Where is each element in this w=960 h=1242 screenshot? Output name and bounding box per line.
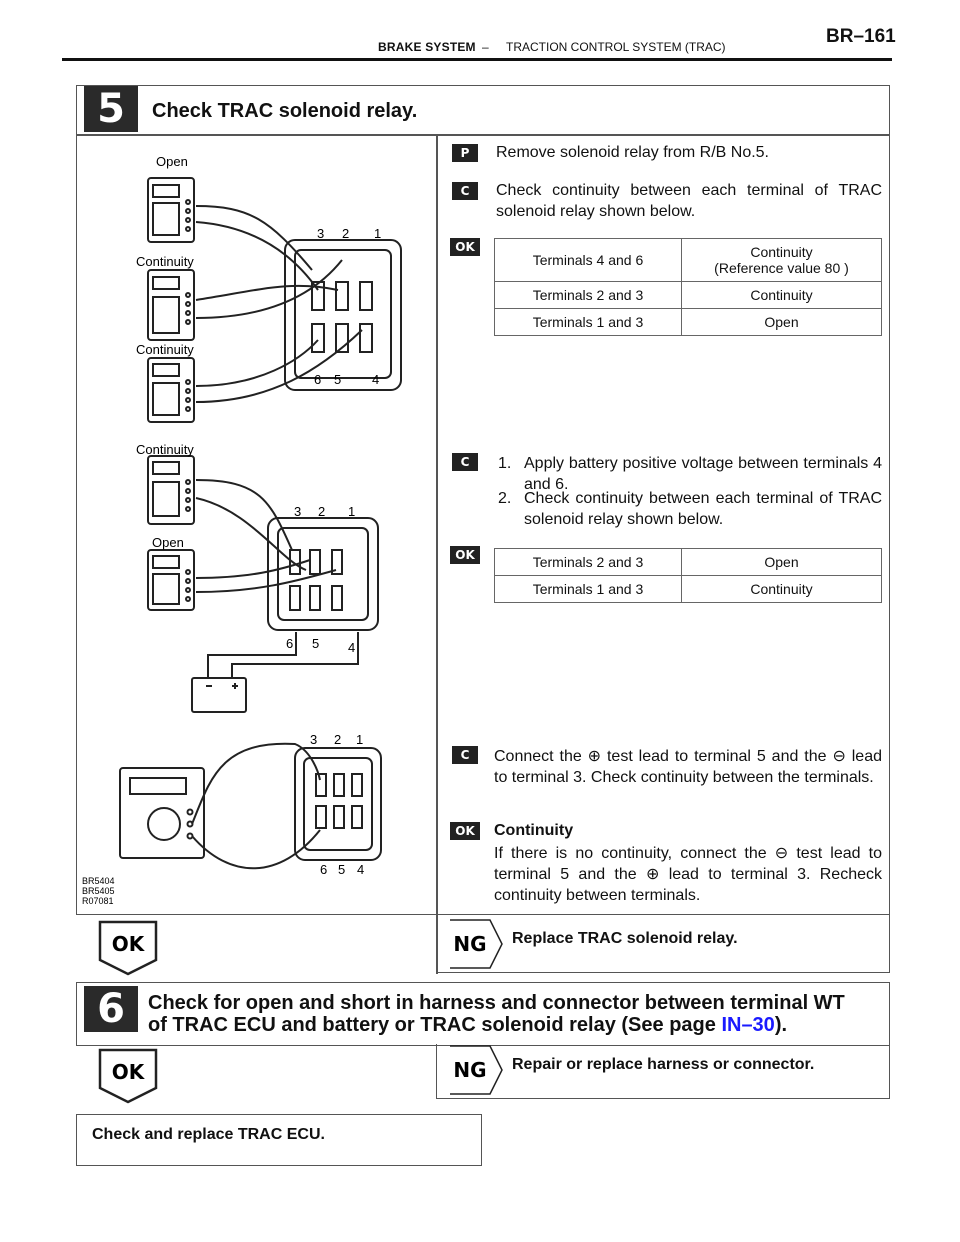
ok-badge: OK (450, 238, 480, 256)
check1-text: Check continuity between each terminal of TRAC solenoid relay shown below. (496, 182, 882, 220)
section-title: BRAKE SYSTEM (378, 40, 476, 54)
header-dash: – (482, 40, 489, 54)
table-row (495, 576, 882, 603)
fig-label-open: Open (152, 535, 184, 550)
plus-icon: ⊕ (587, 748, 602, 765)
step6-number: 6 (84, 986, 138, 1032)
table-row (495, 239, 882, 282)
terminal-label: 3 (294, 504, 302, 519)
fig-label-open: Open (156, 154, 188, 169)
spec-table-1 (494, 238, 882, 336)
terminal-label: 4 (372, 372, 380, 387)
terminal-label: 3 (317, 226, 325, 241)
table-cell: Terminals 2 and 3 (495, 282, 682, 309)
terminal-label: 4 (357, 862, 365, 877)
ok3-text: If there is no continuity, connect the ⊖ test lead to terminal 5 and the ⊕ lead to terminal 3. Recheck continuity between terminals. (494, 845, 882, 904)
check-badge: C (452, 746, 478, 764)
check2-item1-num: 1. (498, 455, 512, 472)
check2-item1: Apply battery positive voltage between terminals 4 and 6. (524, 455, 882, 493)
table-cell: Continuity (682, 576, 882, 603)
svg-text:NG: NG (453, 1058, 487, 1082)
table-row (495, 309, 882, 336)
minus-icon: ⊖ (832, 748, 846, 765)
ohmmeter-icon (148, 270, 194, 340)
terminal-label: 6 (286, 636, 294, 651)
terminal-label: 3 (310, 732, 318, 747)
terminal-label: 1 (374, 226, 382, 241)
page-number: BR–161 (826, 26, 896, 47)
svg-text:OK: OK (111, 1060, 145, 1084)
table-cell: Continuity (682, 282, 882, 309)
table-cell: Open (682, 549, 882, 576)
step6-ng-result: Repair or replace harness or connector. (512, 1056, 815, 1073)
prep-badge: P (452, 144, 478, 162)
table-cell: Terminals 4 and 6 (495, 239, 682, 282)
relay-icon (285, 240, 401, 390)
terminal-label: 5 (312, 636, 320, 651)
step5-divider (436, 134, 438, 974)
table-row (495, 282, 882, 309)
table-cell: Terminals 1 and 3 (495, 309, 682, 336)
check2-item2-num: 2. (498, 490, 512, 507)
ohmmeter-icon (148, 456, 194, 524)
terminal-label: 6 (320, 862, 328, 877)
table-cell: Terminals 1 and 3 (495, 576, 682, 603)
table-cell: Open (682, 309, 882, 336)
table-cell: Continuity (Reference value 80 ) (682, 239, 882, 282)
prep-text: Remove solenoid relay from R/B No.5. (496, 144, 769, 161)
check2-item2: Check continuity between each terminal of TRAC solenoid relay shown below. (524, 490, 882, 528)
ok3-title: Continuity (494, 822, 574, 839)
final-text: Check and replace TRAC ECU. (92, 1126, 325, 1143)
terminal-label: 6 (314, 372, 322, 387)
step5-title: Check TRAC solenoid relay. (152, 100, 418, 122)
ohmmeter-icon (148, 358, 194, 422)
check-badge: C (452, 182, 478, 200)
ok-badge: OK (450, 822, 480, 840)
step5-ng-result: Replace TRAC solenoid relay. (512, 930, 738, 947)
terminal-label: 2 (318, 504, 326, 519)
figure-code: BR5404 (82, 876, 115, 886)
ohmmeter-icon (148, 178, 194, 242)
plus-icon: ⊕ (645, 866, 660, 883)
terminal-label: 4 (348, 640, 356, 655)
check-badge: C (452, 453, 478, 471)
ok-arrow-icon (98, 920, 160, 976)
battery-icon (192, 678, 246, 712)
figure-code: BR5405 (82, 886, 115, 896)
header-rule (62, 58, 892, 61)
page-link[interactable]: IN–30 (721, 1014, 775, 1036)
check3-text: Connect the ⊕ test lead to terminal 5 and the ⊖ lead to terminal 3. Check continuity between the terminals. (494, 748, 882, 786)
ohmmeter-icon (120, 768, 204, 858)
svg-text:NG: NG (453, 932, 487, 956)
terminal-label: 1 (356, 732, 364, 747)
ohmmeter-icon (148, 550, 194, 610)
step5-title-rule (76, 134, 890, 136)
svg-text:OK: OK (111, 932, 145, 956)
terminal-label: 5 (334, 372, 342, 387)
subsection-title: TRACTION CONTROL SYSTEM (TRAC) (506, 40, 726, 54)
table-row (495, 549, 882, 576)
spec-table-2 (494, 548, 882, 603)
ok-badge: OK (450, 546, 480, 564)
table-cell: Terminals 2 and 3 (495, 549, 682, 576)
step5-number: 5 (84, 86, 138, 132)
minus-icon: ⊖ (774, 845, 789, 862)
step6-title: Check for open and short in harness and connector between terminal WT of TRAC ECU and battery or TRAC solenoid relay (See page IN–30). (148, 992, 845, 1036)
fig-label-continuity: Continuity (136, 254, 194, 269)
terminal-label: 5 (338, 862, 346, 877)
ok-arrow-icon (98, 1048, 160, 1104)
fig-label-continuity: Continuity (136, 342, 194, 357)
terminal-label: 2 (342, 226, 350, 241)
ng-arrow-icon (448, 918, 504, 970)
terminal-label: 2 (334, 732, 342, 747)
figure-code: R07081 (82, 896, 114, 906)
relay-test-figure (80, 140, 432, 910)
terminal-label: 1 (348, 504, 356, 519)
fig-label-continuity: Continuity (136, 442, 194, 457)
ng-arrow-icon (448, 1044, 504, 1096)
